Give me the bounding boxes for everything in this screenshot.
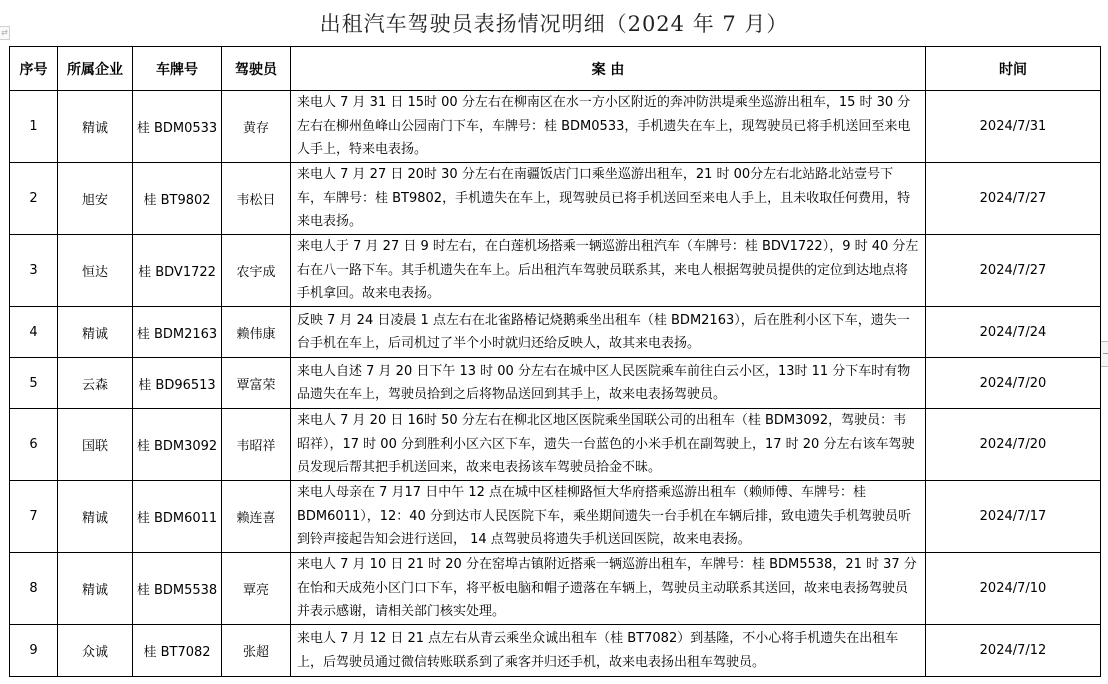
- cell-index: 4: [10, 307, 58, 358]
- header-index: 序号: [10, 47, 58, 91]
- commendation-table: [9, 46, 1101, 677]
- cell-index: 3: [10, 235, 58, 307]
- cell-date: 2024/7/20: [926, 358, 1101, 409]
- cell-date: 2024/7/31: [926, 91, 1101, 163]
- cell-index: 7: [10, 481, 58, 553]
- cell-date: 2024/7/24: [926, 307, 1101, 358]
- table-row: [10, 91, 1101, 163]
- cell-reason: 反映 7 月 24 日凌晨 1 点左右在北雀路椿记烧鹅乘坐出租车（桂 BDM2163），后在胜利小区下车，遗失一台手机在车上，后司机过了半个小时就归还给反映人，故其来电表扬。: [291, 307, 926, 358]
- cell-driver: 农宇成: [222, 235, 291, 307]
- cell-index: 6: [10, 409, 58, 481]
- cell-plate: 桂 BDM6011: [133, 481, 222, 553]
- cell-date: 2024/7/12: [926, 625, 1101, 677]
- document-title: 出租汽车驾驶员表扬情况明细（2024 年 7 月）: [319, 12, 789, 36]
- cell-reason: 来电人 7 月 12 日 21 点左右从青云乘坐众诚出租车（桂 BT7082）到基隆，不小心将手机遗失在出租车上，后驾驶员通过微信转账联系到了乘客并归还手机，故来电表扬出租车驾驶员。: [291, 625, 926, 677]
- table-row: [10, 235, 1101, 307]
- table-row: [10, 358, 1101, 409]
- cell-driver: 赖连喜: [222, 481, 291, 553]
- cell-plate: 桂 BD96513: [133, 358, 222, 409]
- table-row: [10, 481, 1101, 553]
- cell-plate: 桂 BT9802: [133, 163, 222, 235]
- table-row: [10, 625, 1101, 677]
- cell-company: 众诚: [58, 625, 133, 677]
- header-plate: 车牌号: [133, 47, 222, 91]
- header-company: 所属企业: [58, 47, 133, 91]
- side-panel-tab-icon[interactable]: [1100, 341, 1108, 367]
- table-row: [10, 307, 1101, 358]
- cell-date: 2024/7/17: [926, 481, 1101, 553]
- cell-date: 2024/7/27: [926, 163, 1101, 235]
- table-row: [10, 553, 1101, 625]
- cell-driver: 覃亮: [222, 553, 291, 625]
- cell-plate: 桂 BDV1722: [133, 235, 222, 307]
- table-row: [10, 409, 1101, 481]
- cell-driver: 覃富荣: [222, 358, 291, 409]
- cell-reason: 来电人 7 月 10 日 21 时 20 分在窑埠古镇附近搭乘一辆巡游出租车，车牌号：桂 BDM5538，21 时 37 分在怡和天成苑小区门口下车，将平板电脑和帽子遗落在车辆上，驾驶员主动联系其送回，故来电表扬驾驶员并表示感谢，请相关部门核实处理。: [291, 553, 926, 625]
- cell-company: 精诚: [58, 481, 133, 553]
- cell-company: 国联: [58, 409, 133, 481]
- cell-plate: 桂 BDM0533: [133, 91, 222, 163]
- cell-company: 云森: [58, 358, 133, 409]
- cell-driver: 黄存: [222, 91, 291, 163]
- cell-company: 精诚: [58, 91, 133, 163]
- cell-index: 9: [10, 625, 58, 677]
- cell-company: 精诚: [58, 553, 133, 625]
- cell-driver: 张超: [222, 625, 291, 677]
- cell-company: 恒达: [58, 235, 133, 307]
- cell-index: 2: [10, 163, 58, 235]
- cell-plate: 桂 BT7082: [133, 625, 222, 677]
- cell-date: 2024/7/20: [926, 409, 1101, 481]
- header-driver: 驾驶员: [222, 47, 291, 91]
- cell-index: 8: [10, 553, 58, 625]
- header-reason: 案 由: [291, 47, 926, 91]
- cell-index: 1: [10, 91, 58, 163]
- cell-company: 旭安: [58, 163, 133, 235]
- table-header-row: [10, 47, 1101, 91]
- cell-plate: 桂 BDM2163: [133, 307, 222, 358]
- cell-company: 精诚: [58, 307, 133, 358]
- cell-reason: 来电人母亲在 7 月17 日中午 12 点在城中区桂柳路恒大华府搭乘巡游出租车（赖师傅、车牌号：桂 BDM6011），12：40 分到达市人民医院下车，乘坐期间遗失一台手机在车辆后排，致电遗失手机驾驶员听到铃声接起告知会进行送回， 14 点驾驶员将遗失手机送回医院，故来电表扬。: [291, 481, 926, 553]
- header-date: 时间: [926, 47, 1101, 91]
- cell-reason: 来电人于 7 月 27 日 9 时左右，在白莲机场搭乘一辆巡游出租汽车（车牌号：桂 BDV1722），9 时 40 分左右在八一路下车。其手机遗失在车上。后出租汽车驾驶员联系其，来电人根据驾驶员提供的定位到达地点将手机拿回。故来电表扬。: [291, 235, 926, 307]
- cell-reason: 来电人 7 月 20 日 16时 50 分左右在柳北区地区医院乘坐国联公司的出租车（桂 BDM3092，驾驶员：韦昭祥），17 时 00 分到胜利小区六区下车，遗失一台蓝色的小米手机在副驾驶上，17 时 20 分左右该车驾驶员发现后帮其把手机送回来，故来电表扬该车驾驶员拾金不昧。: [291, 409, 926, 481]
- table-move-handle-icon[interactable]: ⇄: [0, 26, 10, 40]
- cell-date: 2024/7/10: [926, 553, 1101, 625]
- table-row: [10, 163, 1101, 235]
- cell-index: 5: [10, 358, 58, 409]
- cell-reason: 来电人 7 月 31 日 15时 00 分左右在柳南区在水一方小区附近的奔冲防洪堤乘坐巡游出租车，15 时 30 分左右在柳州鱼峰山公园南门下车，车牌号：桂 BDM0533，手机遗失在车上，现驾驶员已将手机送回至来电人手上，特来电表扬。: [291, 91, 926, 163]
- cell-plate: 桂 BDM5538: [133, 553, 222, 625]
- cell-plate: 桂 BDM3092: [133, 409, 222, 481]
- cell-reason: 来电人 7 月 27 日 20时 30 分左右在南疆饭店门口乘坐巡游出租车，21 时 00分左右北站路北站壹号下车，车牌号：桂 BT9802，手机遗失在车上，现驾驶员已将手机送回至来电人手上，且未收取任何费用，特来电表扬。: [291, 163, 926, 235]
- cell-reason: 来电人自述 7 月 20 日下午 13 时 00 分左右在城中区人民医院乘车前往白云小区，13时 11 分下车时有物品遗失在车上，驾驶员拾到之后将物品送回到其手上，故来电表扬驾驶员。: [291, 358, 926, 409]
- cell-driver: 赖伟康: [222, 307, 291, 358]
- cell-driver: 韦昭祥: [222, 409, 291, 481]
- cell-driver: 韦松日: [222, 163, 291, 235]
- cell-date: 2024/7/27: [926, 235, 1101, 307]
